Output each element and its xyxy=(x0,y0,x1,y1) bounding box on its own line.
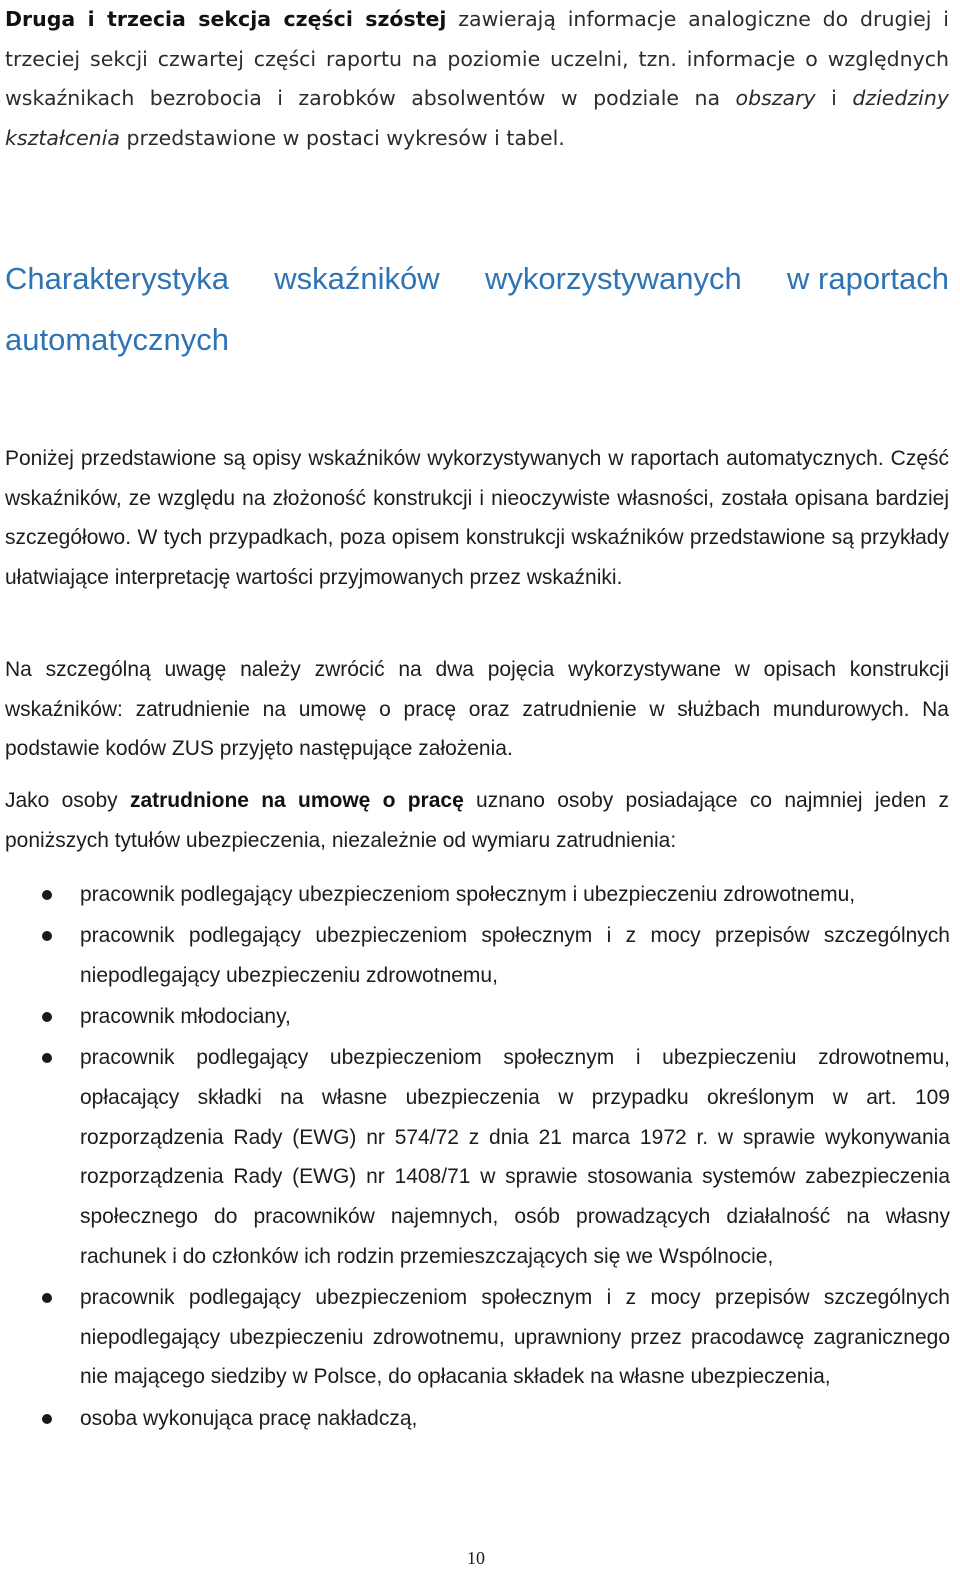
heading-word-4: w raportach xyxy=(787,261,949,296)
intro-italic-obszary: obszary xyxy=(735,86,816,110)
intro-paragraph xyxy=(5,0,949,158)
list-item xyxy=(0,1399,950,1439)
intro-lead-bold: Druga i trzecia sekcja części szóstej xyxy=(5,7,447,31)
page-number: 10 xyxy=(467,1548,485,1568)
intro-italic-dziedziny: dziedziny kształcenia xyxy=(5,86,949,150)
list-item-text: pracownik podlegający ubezpieczeniom społecznym i ubezpieczeniu zdrowotnemu, xyxy=(80,883,856,906)
paragraph-two-concepts: Na szczególną uwagę należy zwrócić na dwa pojęcia wykorzystywane w opisach konstrukcji wskaźników: zatrudnienie na umowę o pracę oraz zatrudnienie w służbach mundurowych. Na podstawie kodów ZUS przyjęto następujące założenia. xyxy=(5,658,949,761)
paragraph-employed-definition xyxy=(5,781,949,860)
list-item-text: pracownik podlegający ubezpieczeniom społecznym i ubezpieczeniu zdrowotnemu, opłacający składki na własne ubezpieczenia w przypadku określonym w art. 109 rozporządzenia Rady (EWG) nr 574/72 z dnia 21 marca 1972 r. w sprawie wykonywania rozporządzenia Rady (EWG) nr 1408/71 w sprawie stosowania systemów zabezpieczenia społecznego do pracowników najemnych, osób prowadzących działalność na własny rachunek i do członków ich rodzin przemieszczających się we Wspólnocie, xyxy=(80,1046,950,1268)
insurance-titles-list xyxy=(0,875,950,1440)
paragraph3-after: uznano osoby posiadające co najmniej jeden z poniższych tytułów ubezpieczenia, niezależnie od wymiaru zatrudnienia: xyxy=(5,789,949,852)
list-item-text: pracownik podlegający ubezpieczeniom społecznym i z mocy przepisów szczególnych niepodlegający ubezpieczeniu zdrowotnemu, uprawniony przez pracodawcę zagranicznego nie mającego siedziby w Polsce, do opłacania składek na własne ubezpieczenia, xyxy=(80,1286,950,1389)
list-item xyxy=(0,1278,950,1397)
list-item xyxy=(0,875,950,915)
list-item-text: pracownik młodociany, xyxy=(80,1005,291,1029)
bullet-icon xyxy=(42,1414,52,1424)
section-heading-line-1 xyxy=(5,248,949,309)
paragraph3-bold: zatrudnione na umowę o pracę xyxy=(129,789,464,812)
list-item-text: pracownik podlegający ubezpieczeniom społecznym i z mocy przepisów szczególnych niepodlegający ubezpieczeniu zdrowotnemu, xyxy=(80,924,950,987)
paragraph3-before: Jako osoby xyxy=(5,789,130,812)
section-heading-line-2: automatycznych xyxy=(5,322,229,357)
section-heading xyxy=(5,248,949,370)
paragraph-indicators-description: Poniżej przedstawione są opisy wskaźników wykorzystywanych w raportach automatycznych. Część wskaźników, ze względu na złożoność konstrukcji i nieoczywiste własności, została opisana bardziej szczegółowo. W tych przypadkach, poza opisem konstrukcji wskaźników przedstawione są przykłady ułatwiające interpretację wartości przyjmowanych przez wskaźniki. xyxy=(5,447,949,590)
bullet-icon xyxy=(42,1293,52,1303)
intro-text-2: i xyxy=(815,86,853,110)
bullet-icon xyxy=(42,931,52,941)
list-item xyxy=(0,1038,950,1276)
bullet-icon xyxy=(42,1012,52,1022)
bullet-icon xyxy=(42,1053,52,1063)
bullet-icon xyxy=(42,890,52,900)
list-item xyxy=(0,997,950,1037)
list-item xyxy=(0,916,950,995)
intro-text-3: przedstawione w postaci wykresów i tabel. xyxy=(119,125,565,150)
heading-word-3: wykorzystywanych xyxy=(485,261,742,296)
list-item-text: osoba wykonująca pracę nakładczą, xyxy=(80,1406,418,1430)
heading-word-2: wskaźników xyxy=(274,261,440,296)
intro-text-1: zawierają informacje analogiczne do drugiej i trzeciej sekcji czwartej części raportu na poziomie uczelni, tzn. informacje o względnych wskaźnikach bezrobocia i zarobków absolwentów w podziale na xyxy=(5,7,949,110)
heading-word-1: Charakterystyka xyxy=(5,261,229,296)
